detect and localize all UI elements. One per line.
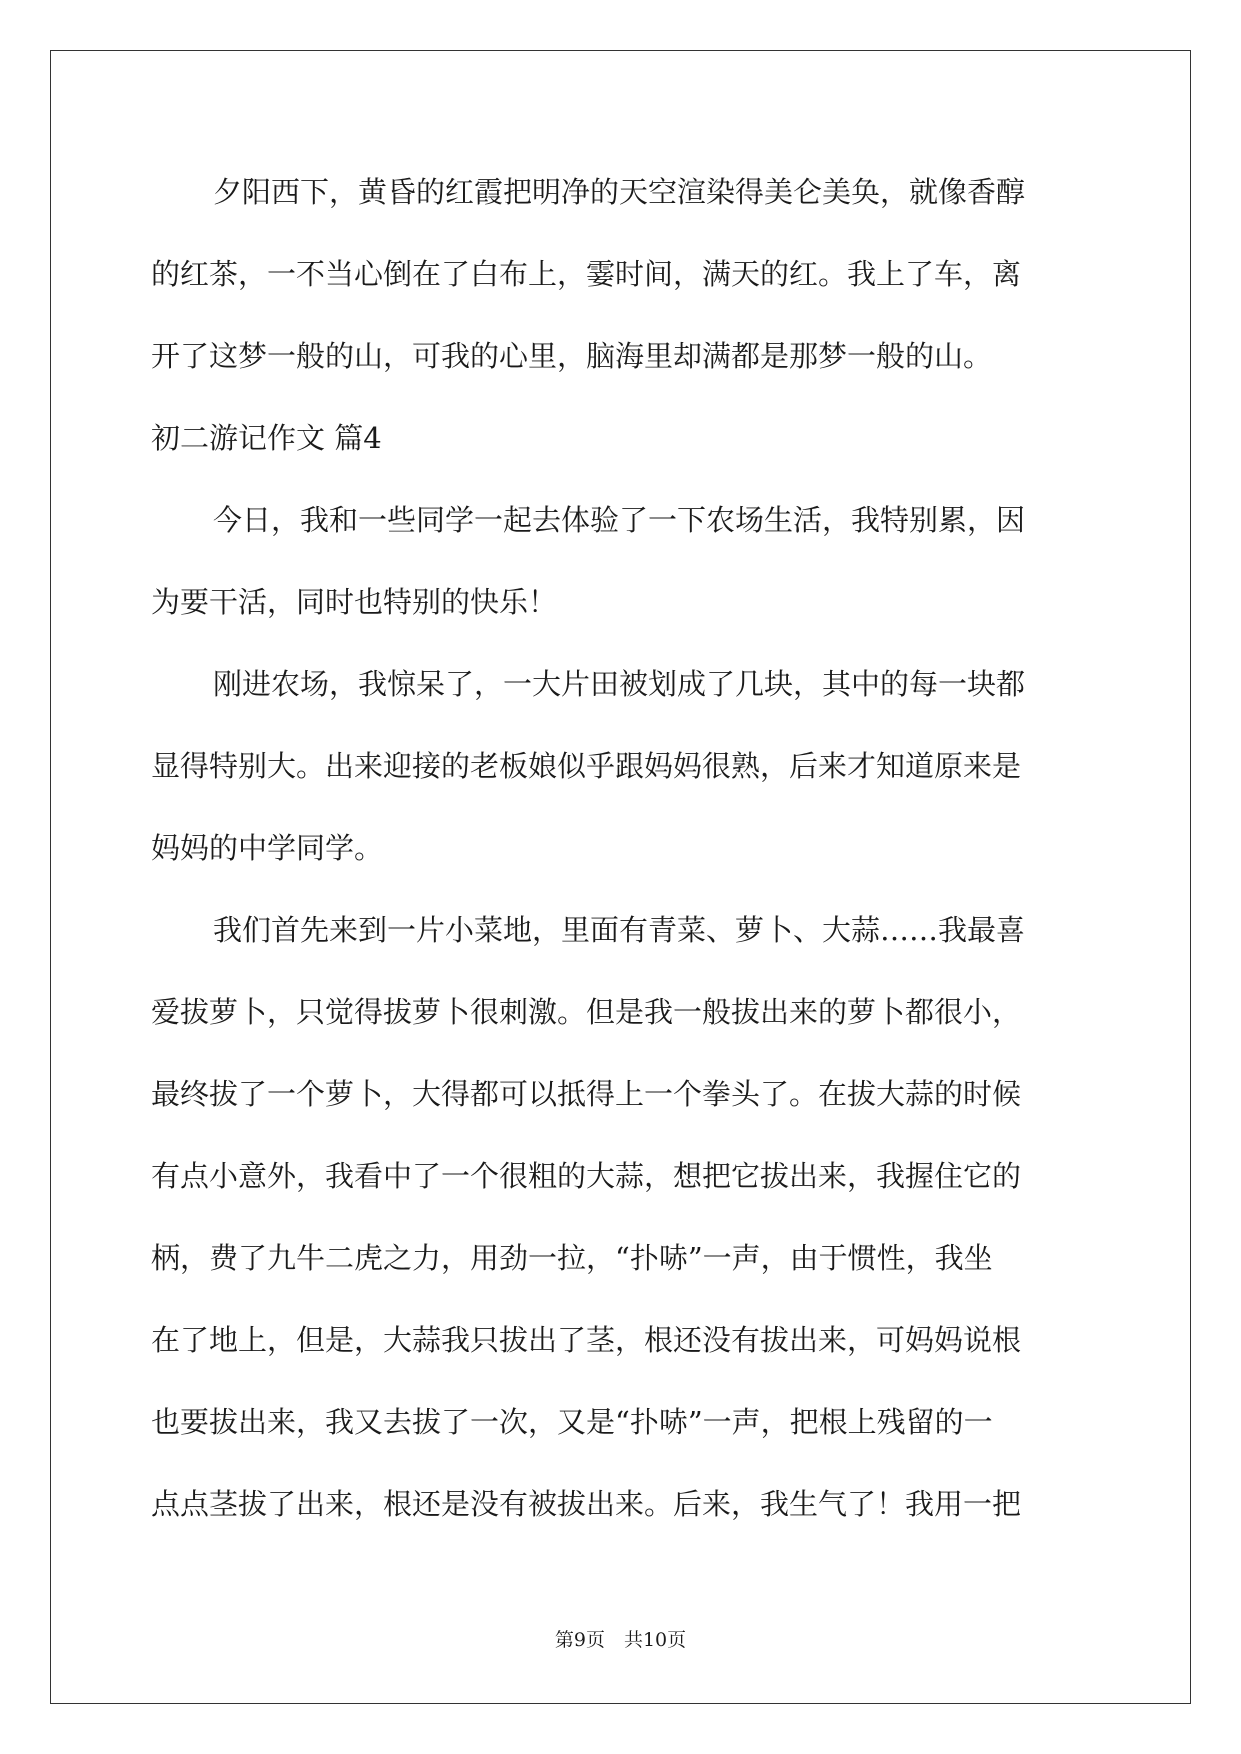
paragraph-line: 的红茶，一不当心倒在了白布上，霎时间，满天的红。我上了车，离 — [151, 257, 1022, 291]
paragraph-line: 刚进农场，我惊呆了，一大片田被划成了几块，其中的每一块都 — [213, 667, 1026, 701]
page-number-footer: 第9页 共10页 — [554, 1629, 687, 1651]
paragraph-line: 在了地上，但是，大蒜我只拔出了茎，根还没有拔出来，可妈妈说根 — [151, 1323, 1022, 1357]
section-heading: 初二游记作文 篇4 — [151, 421, 382, 455]
paragraph-line: 点点茎拔了出来，根还是没有被拔出来。后来，我生气了！我用一把 — [151, 1487, 1022, 1521]
paragraph-line: 显得特别大。出来迎接的老板娘似乎跟妈妈很熟，后来才知道原来是 — [151, 749, 1022, 783]
paragraph-line: 爱拔萝卜，只觉得拔萝卜很刺激。但是我一般拔出来的萝卜都很小， — [151, 995, 1022, 1029]
paragraph-line: 我们首先来到一片小菜地，里面有青菜、萝卜、大蒜……我最喜 — [213, 913, 1026, 947]
paragraph-line: 今日，我和一些同学一起去体验了一下农场生活，我特别累，因 — [213, 503, 1026, 537]
document-body — [151, 163, 1091, 1557]
paragraph-line: 最终拔了一个萝卜，大得都可以抵得上一个拳头了。在拔大蒜的时候 — [151, 1077, 1022, 1111]
paragraph-line: 夕阳西下，黄昏的红霞把明净的天空渲染得美仑美奂，就像香醇 — [213, 175, 1026, 209]
paragraph-line: 开了这梦一般的山，可我的心里，脑海里却满都是那梦一般的山。 — [151, 339, 993, 373]
paragraph-line: 也要拔出来，我又去拔了一次，又是“扑哧”一声，把根上残留的一 — [151, 1405, 993, 1439]
paragraph-line: 有点小意外，我看中了一个很粗的大蒜，想把它拔出来，我握住它的 — [151, 1159, 1022, 1193]
paragraph-line: 为要干活，同时也特别的快乐！ — [151, 585, 558, 619]
paragraph-line: 柄，费了九牛二虎之力，用劲一拉，“扑哧”一声，由于惯性，我坐 — [151, 1241, 993, 1275]
paragraph-line: 妈妈的中学同学。 — [151, 831, 384, 865]
